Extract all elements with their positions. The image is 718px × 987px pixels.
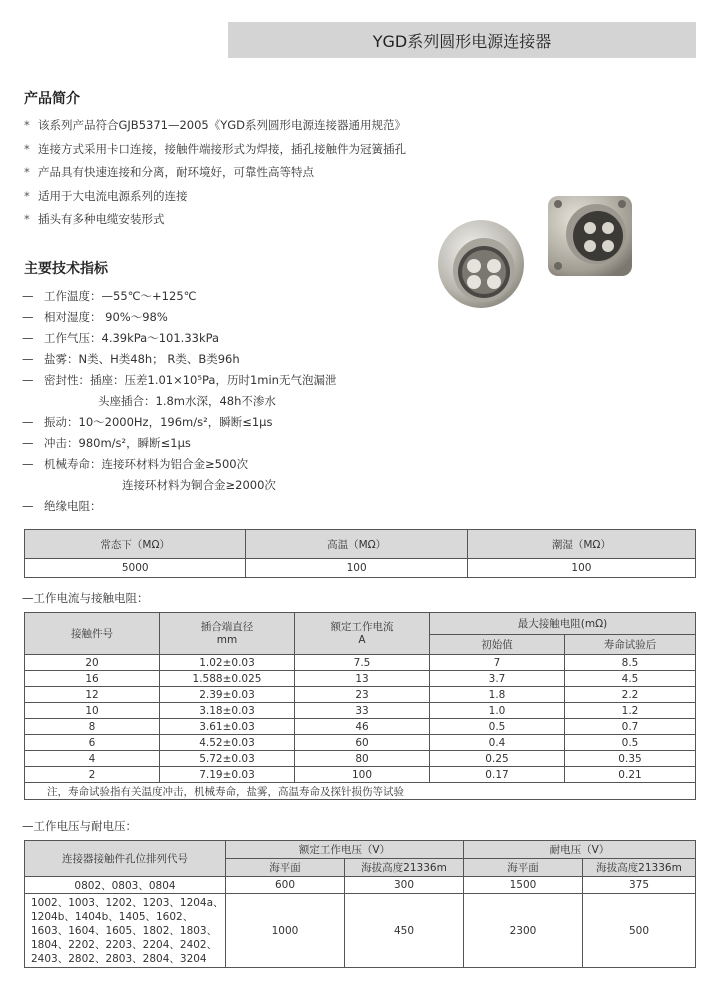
table-header: 海平面 [464, 859, 583, 877]
table-cell: 0.35 [565, 751, 696, 767]
table-cell: 0.7 [565, 719, 696, 735]
table-cell: 0.5 [565, 735, 696, 751]
table-header: 最大接触电阻(mΩ) [430, 613, 696, 635]
table-cell: 1.02±0.03 [160, 655, 295, 671]
table-note: 注，寿命试验指有关温度冲击，机械寿命，盐雾，高温寿命及探针损伤等试验 [25, 783, 696, 800]
table-cell: 1.588±0.025 [160, 671, 295, 687]
intro-heading: 产品简介 [24, 91, 80, 107]
table-cell: 2300 [464, 894, 583, 968]
table-cell: 4.5 [565, 671, 696, 687]
table-cell: 1000 [226, 894, 345, 968]
connector-socket-photo [546, 190, 638, 278]
list-item: * 插头有多种电缆安装形式 [24, 212, 165, 226]
table-cell: 7.19±0.03 [160, 767, 295, 783]
table-cell: 12 [25, 687, 160, 703]
spec-row: 连接环材料为铜合金≥2000次 [122, 478, 276, 492]
spec-row: — 振动：10～2000Hz，196m/s²，瞬断≤1μs [22, 415, 273, 429]
table-cell: 0.17 [430, 767, 565, 783]
table-cell: 1002、1003、1202、1203、1204a、1204b、1404b、1405、1602、1603、1604、1605、1802、1803、1804、2202、2203、2204、2402、2403、2802、2803、2804、3204 [25, 894, 226, 968]
table-header: 常态下（MΩ） [25, 530, 246, 559]
table-cell: 6 [25, 735, 160, 751]
table-row [25, 687, 696, 703]
spec-row: — 工作气压：4.39kPa～101.33kPa [22, 331, 220, 345]
table-cell: 8.5 [565, 655, 696, 671]
table-row [25, 655, 696, 671]
table-cell: 3.7 [430, 671, 565, 687]
table-row [25, 767, 696, 783]
table-cell: 1.2 [565, 703, 696, 719]
table-cell: 80 [295, 751, 430, 767]
table-cell: 3.18±0.03 [160, 703, 295, 719]
table-cell: 8 [25, 719, 160, 735]
voltage-label: —工作电压与耐电压： [22, 819, 137, 833]
table-header: 海平面 [226, 859, 345, 877]
table-cell: 7.5 [295, 655, 430, 671]
table-cell: 100 [467, 559, 695, 578]
spec-row: — 密封性：插座：压差1.01×10⁵Pa，历时1min无气泡漏泄 [22, 373, 337, 387]
table-cell: 0.4 [430, 735, 565, 751]
list-item: * 连接方式采用卡口连接，接触件端接形式为焊接，插孔接触件为冠簧插孔 [24, 141, 406, 156]
current-table [24, 612, 696, 800]
table-row [25, 719, 696, 735]
specs-list [22, 286, 336, 517]
table-cell: 0.21 [565, 767, 696, 783]
table-cell: 13 [295, 671, 430, 687]
table-cell: 2.39±0.03 [160, 687, 295, 703]
table-cell: 1500 [464, 877, 583, 894]
table-row [25, 751, 696, 767]
table-header: 额定工作电流 A [295, 613, 430, 655]
list-item: * 适用于大电流电源系列的连接 [24, 188, 188, 203]
table-header: 寿命试验后 [565, 635, 696, 655]
table-header: 额定工作电压（V） [226, 841, 464, 859]
table-cell: 7 [430, 655, 565, 671]
table-cell: 1.8 [430, 687, 565, 703]
table-header: 连接器接触件孔位排列代号 [25, 841, 226, 877]
table-cell: 3.61±0.03 [160, 719, 295, 735]
table-cell: 46 [295, 719, 430, 735]
table-header: 海拔高度21336m [345, 859, 464, 877]
table-cell: 5000 [25, 559, 246, 578]
spec-row: — 相对湿度： 90%～98% [22, 310, 168, 324]
table-cell: 4 [25, 751, 160, 767]
specs-heading: 主要技术指标 [24, 261, 108, 277]
table-header: 高温（MΩ） [246, 530, 467, 559]
insulation-table [24, 529, 696, 578]
table-cell: 100 [246, 559, 467, 578]
table-header: 接触件号 [25, 613, 160, 655]
table-cell: 2 [25, 767, 160, 783]
spec-row: 头座插合：1.8m水深，48h不渗水 [98, 394, 276, 408]
spec-row: — 绝缘电阻： [22, 499, 102, 513]
table-row [25, 703, 696, 719]
list-item: * 产品具有快速连接和分离，耐环境好，可靠性高等特点 [24, 165, 314, 179]
table-header: 海拔高度21336m [583, 859, 696, 877]
spec-row: — 机械寿命：连接环材料为铝合金≥500次 [22, 457, 249, 471]
table-cell: 0.5 [430, 719, 565, 735]
table-cell: 0.25 [430, 751, 565, 767]
table-cell: 60 [295, 735, 430, 751]
table-cell: 1.0 [430, 703, 565, 719]
table-cell: 23 [295, 687, 430, 703]
table-cell: 0802、0803、0804 [25, 877, 226, 894]
table-header: 耐电压（V） [464, 841, 696, 859]
table-header: 插合端直径 mm [160, 613, 295, 655]
table-cell: 300 [345, 877, 464, 894]
page-title: YGD系列圆形电源连接器 [228, 22, 696, 58]
spec-row: — 冲击：980m/s²，瞬断≤1μs [22, 436, 191, 450]
intro-list [24, 114, 406, 232]
table-cell: 20 [25, 655, 160, 671]
current-label: —工作电流与接触电阻： [22, 591, 149, 605]
table-cell: 100 [295, 767, 430, 783]
table-header: 初始值 [430, 635, 565, 655]
table-cell: 33 [295, 703, 430, 719]
list-item: * 该系列产品符合GJB5371—2005《YGD系列圆形电源连接器通用规范》 [24, 118, 407, 132]
table-cell: 375 [583, 877, 696, 894]
spec-row: — 工作温度：—55℃～+125℃ [22, 289, 197, 303]
connector-plug-photo [436, 216, 526, 310]
table-cell: 450 [345, 894, 464, 968]
table-cell: 4.52±0.03 [160, 735, 295, 751]
table-row [25, 735, 696, 751]
voltage-table [24, 840, 696, 968]
table-row [25, 894, 696, 968]
table-row [25, 671, 696, 687]
spec-row: — 盐雾：N类、H类48h； R类、B类96h [22, 352, 240, 366]
table-cell: 5.72±0.03 [160, 751, 295, 767]
table-header: 潮湿（MΩ） [467, 530, 695, 559]
table-cell: 2.2 [565, 687, 696, 703]
table-cell: 500 [583, 894, 696, 968]
table-row [25, 877, 696, 894]
table-cell: 16 [25, 671, 160, 687]
table-cell: 10 [25, 703, 160, 719]
table-cell: 600 [226, 877, 345, 894]
